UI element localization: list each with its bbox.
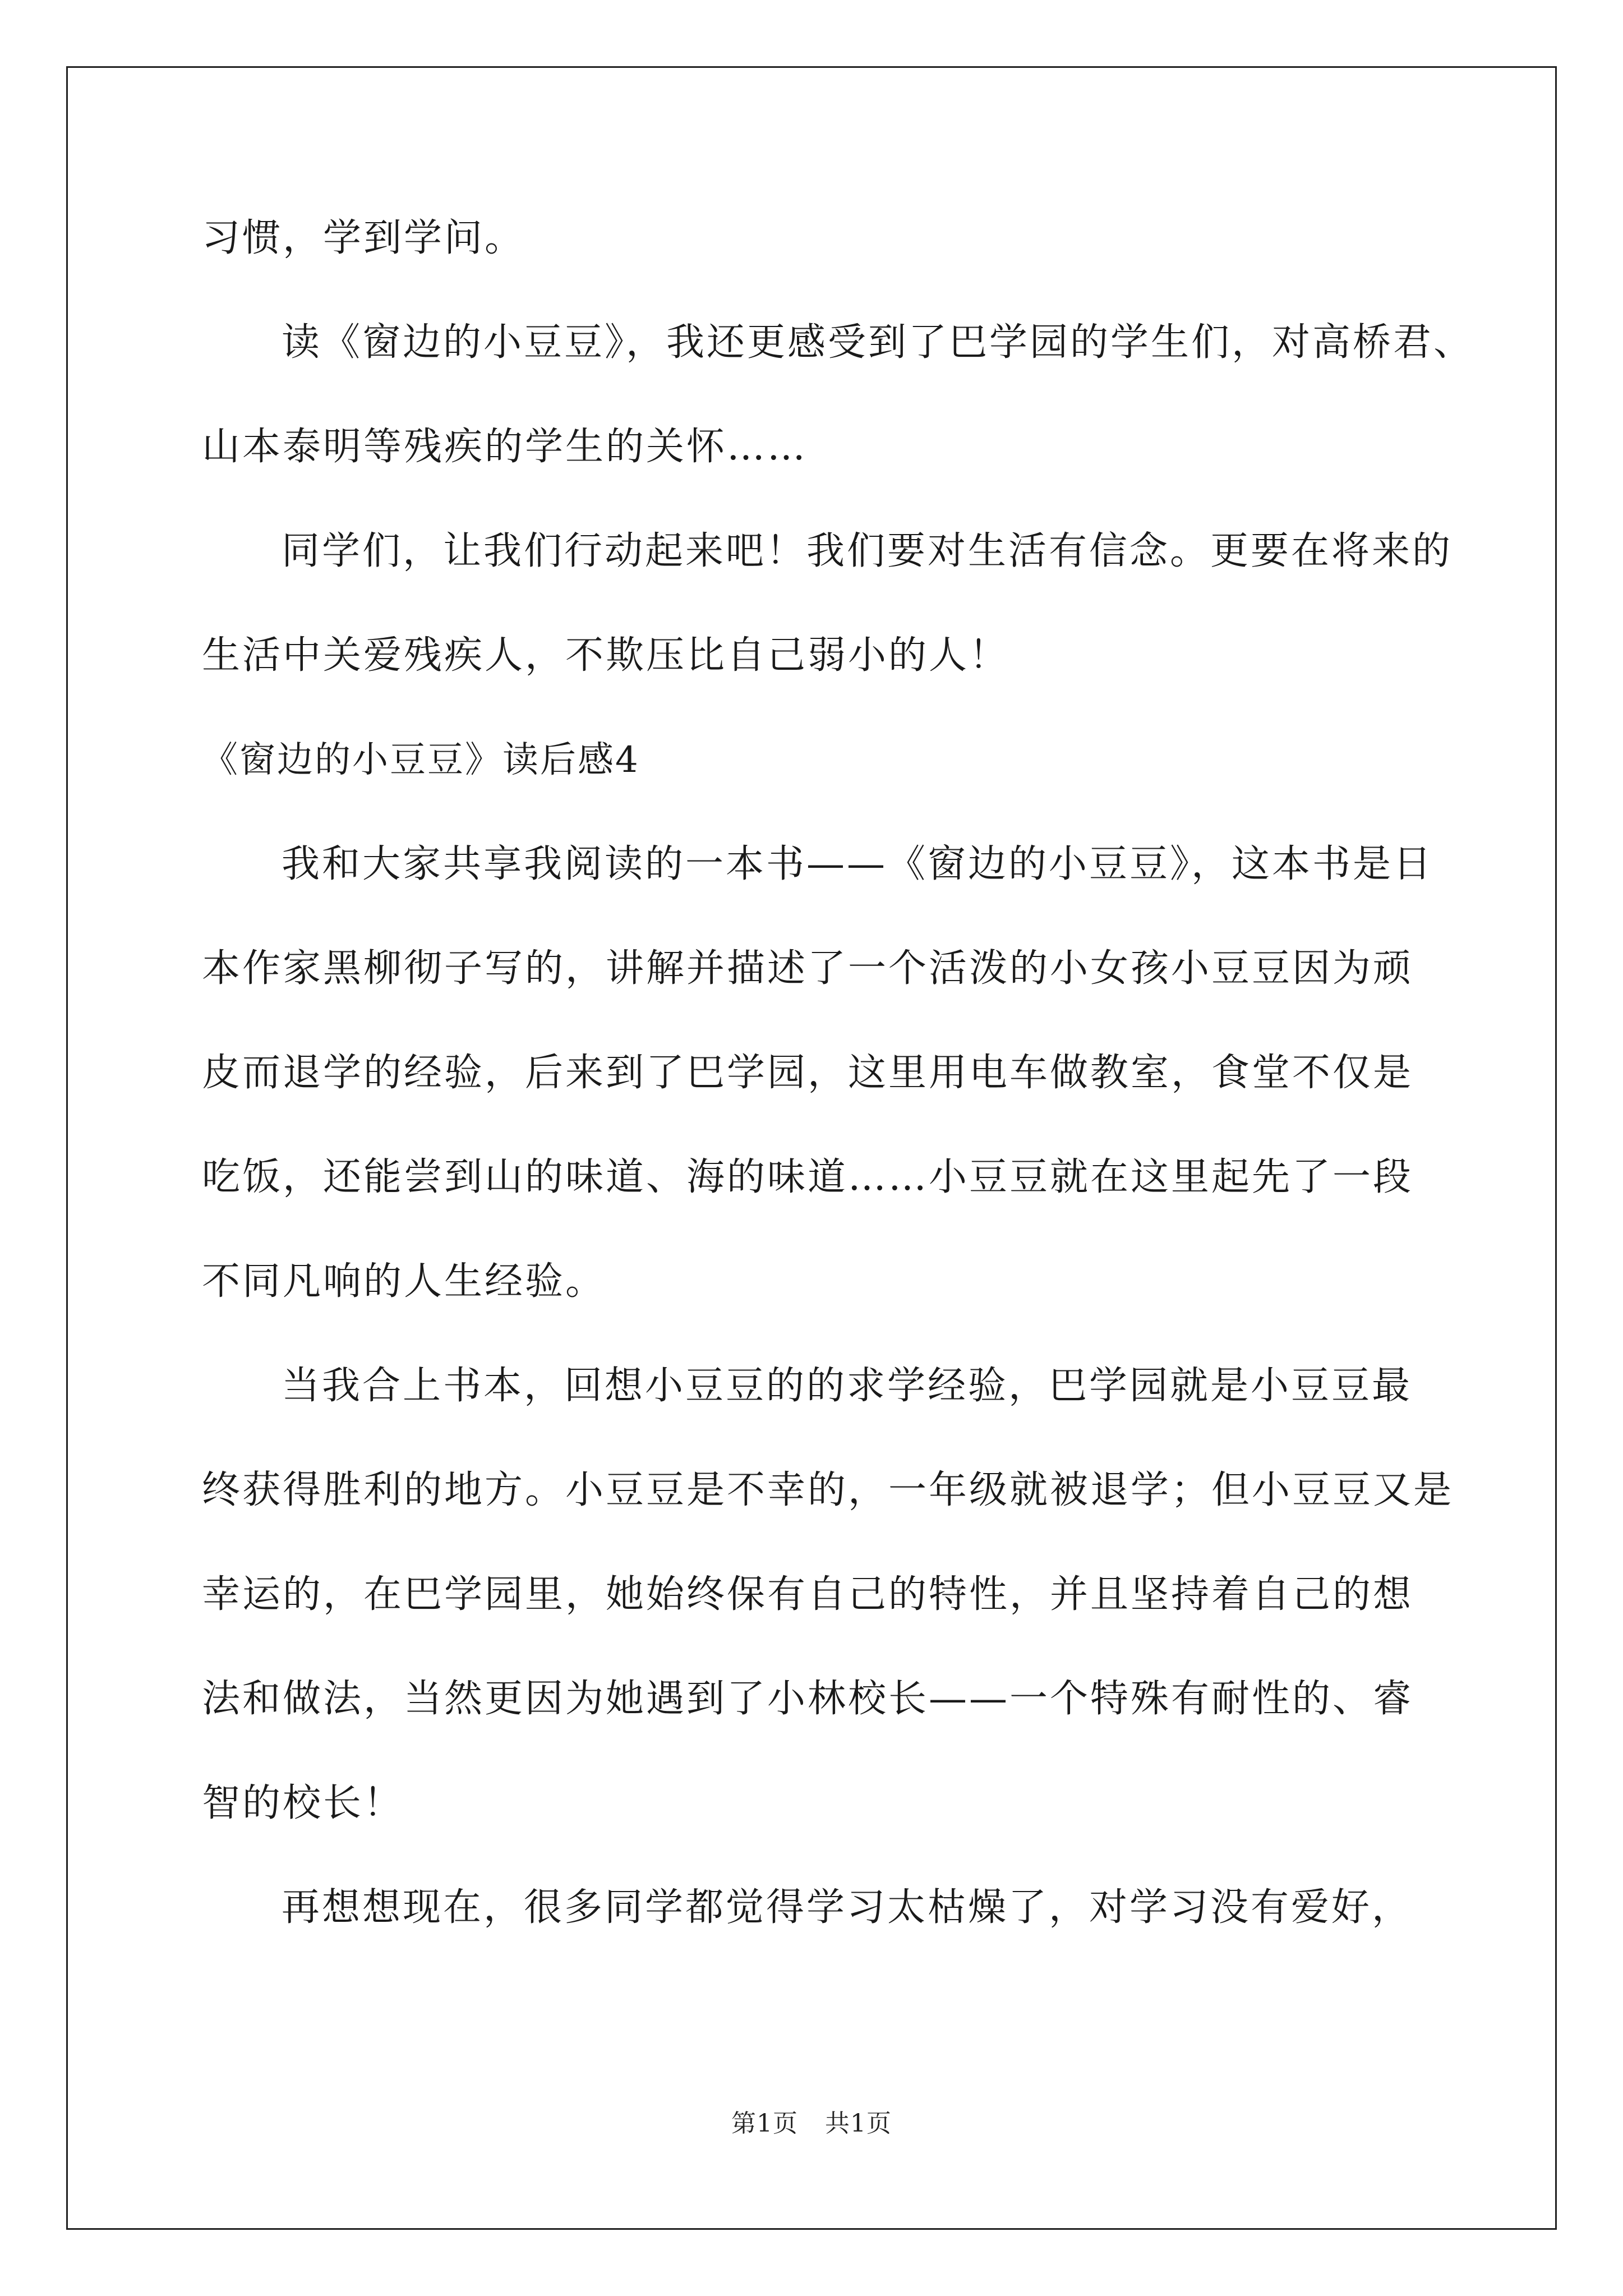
text-line-9: 皮而退学的经验，后来到了巴学园，这里用电车做教室，食堂不仅是 (202, 1051, 1414, 1095)
text-line-2: 读《窗边的小豆豆》，我还更感受到了巴学园的学生们，对高桥君、 (282, 320, 1474, 365)
page-number: 第1页 (731, 2109, 798, 2138)
text-line-13: 终获得胜利的地方。小豆豆是不幸的，一年级就被退学；但小豆豆又是 (202, 1468, 1454, 1512)
text-line-10: 吃饭，还能尝到山的味道、海的味道……小豆豆就在这里起先了一段 (202, 1155, 1414, 1199)
text-line-14: 幸运的，在巴学园里，她始终保有自己的特性，并且坚持着自己的想 (202, 1572, 1414, 1617)
text-line-16: 智的校长！ (202, 1781, 404, 1825)
page-total: 共1页 (825, 2109, 892, 2138)
text-line-7: 我和大家共享我阅读的一本书——《窗边的小豆豆》，这本书是日 (282, 842, 1434, 886)
text-line-1: 习惯，学到学问。 (202, 216, 525, 260)
text-line-5: 生活中关爱残疾人，不欺压比自己弱小的人！ (202, 633, 1010, 678)
text-line-4: 同学们，让我们行动起来吧！我们要对生活有信念。更要在将来的 (282, 529, 1453, 573)
text-line-11: 不同凡响的人生经验。 (202, 1259, 606, 1304)
text-line-3: 山本泰明等残疾的学生的关怀…… (202, 425, 808, 469)
text-line-8: 本作家黑柳彻子写的，讲解并描述了一个活泼的小女孩小豆豆因为顽 (202, 946, 1414, 991)
section-heading: 《窗边的小豆豆》读后感4 (202, 739, 640, 781)
text-line-15: 法和做法，当然更因为她遇到了小林校长——一个特殊有耐性的、睿 (202, 1677, 1414, 1721)
page-footer (0, 2108, 1623, 2139)
text-line-17: 再想想现在，很多同学都觉得学习太枯燥了，对学习没有爱好， (282, 1885, 1413, 1930)
text-line-12: 当我合上书本，回想小豆豆的的求学经验，巴学园就是小豆豆最 (282, 1364, 1413, 1408)
